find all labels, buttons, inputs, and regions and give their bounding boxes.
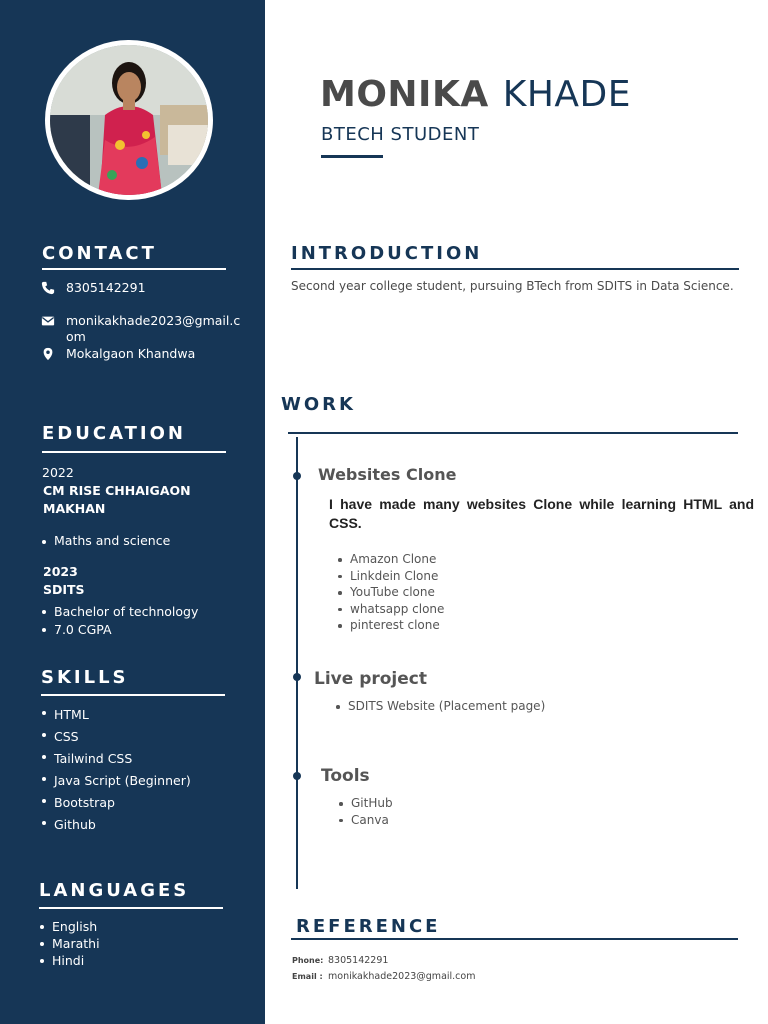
profile-photo-frame — [45, 40, 213, 200]
education-school — [43, 483, 191, 517]
list-item: CSS — [42, 726, 191, 748]
list-item: English — [40, 918, 100, 935]
work-item-title: Live project — [314, 669, 427, 689]
list-item: Java Script (Beginner) — [42, 770, 191, 792]
phone-icon — [41, 281, 55, 295]
contact-phone: 8305142291 — [66, 280, 146, 295]
location-icon — [41, 347, 55, 361]
list-item: HTML — [42, 704, 191, 726]
timeline-dot — [293, 673, 301, 681]
list-item: Tailwind CSS — [42, 748, 191, 770]
contact-email-line1: monikakhade2023@gmail.c — [66, 313, 241, 328]
languages-list — [40, 918, 100, 969]
languages-heading: LANGUAGES — [39, 880, 190, 901]
reference-email-label: Email : — [292, 972, 323, 981]
first-name: MONIKA — [320, 74, 489, 115]
work-item-list — [335, 698, 545, 715]
full-name — [320, 74, 631, 115]
education-divider — [42, 451, 226, 453]
contact-heading: CONTACT — [42, 243, 157, 264]
introduction-heading: INTRODUCTION — [291, 243, 483, 264]
education-heading: EDUCATION — [42, 423, 186, 444]
list-item: Marathi — [40, 935, 100, 952]
introduction-divider — [291, 268, 739, 270]
profile-photo — [50, 45, 208, 195]
list-item: GitHub — [338, 795, 393, 812]
work-item-title: Tools — [321, 766, 370, 786]
sidebar — [0, 0, 265, 1024]
reference-divider — [291, 938, 738, 940]
work-divider — [288, 432, 738, 434]
skills-divider — [41, 694, 225, 696]
contact-email — [66, 313, 240, 345]
education-details-list — [42, 603, 198, 639]
work-heading: WORK — [281, 394, 356, 415]
work-item-title: Websites Clone — [318, 465, 457, 484]
reference-email-value: monikakhade2023@gmail.com — [328, 971, 476, 982]
timeline-dot — [293, 472, 301, 480]
education-school: SDITS — [43, 582, 85, 597]
contact-divider — [42, 268, 226, 270]
timeline-dot — [293, 772, 301, 780]
skills-heading: SKILLS — [41, 667, 129, 688]
contact-email-line2: om — [66, 329, 86, 344]
list-item: Maths and science — [42, 533, 170, 548]
reference-email — [292, 971, 475, 982]
reference-heading: REFERENCE — [296, 916, 441, 937]
list-item: Hindi — [40, 952, 100, 969]
list-item: Bootstrap — [42, 792, 191, 814]
work-item-list — [338, 795, 393, 828]
list-item: Github — [42, 814, 191, 836]
work-item-description: I have made many websites Clone while learning HTML and CSS. — [329, 496, 754, 531]
title-accent-bar — [321, 155, 383, 158]
reference-phone — [292, 955, 388, 966]
skills-list — [42, 704, 191, 836]
email-icon — [41, 314, 55, 328]
contact-address: Mokalgaon Khandwa — [66, 346, 196, 361]
education-year: 2023 — [43, 564, 78, 579]
reference-phone-label: Phone: — [292, 956, 324, 965]
work-item-list — [337, 551, 444, 634]
education-school-line2: MAKHAN — [43, 501, 106, 516]
introduction-text: Second year college student, pursuing BTech from SDITS in Data Science. — [291, 279, 734, 293]
education-year: 2022 — [42, 465, 74, 480]
list-item: Linkdein Clone — [337, 568, 444, 585]
list-item: pinterest clone — [337, 617, 444, 634]
last-name: KHADE — [502, 74, 631, 115]
list-item: YouTube clone — [337, 584, 444, 601]
list-item: Bachelor of technology — [42, 603, 198, 621]
list-item: 7.0 CGPA — [42, 621, 198, 639]
education-details-list — [42, 533, 170, 548]
list-item: whatsapp clone — [337, 601, 444, 618]
reference-phone-value: 8305142291 — [328, 955, 389, 966]
list-item: SDITS Website (Placement page) — [335, 698, 545, 715]
education-school-line1: CM RISE CHHAIGAON — [43, 483, 191, 498]
list-item: Canva — [338, 812, 393, 829]
work-timeline — [296, 437, 298, 889]
list-item: Amazon Clone — [337, 551, 444, 568]
languages-divider — [39, 907, 223, 909]
job-title: BTECH STUDENT — [321, 124, 480, 145]
